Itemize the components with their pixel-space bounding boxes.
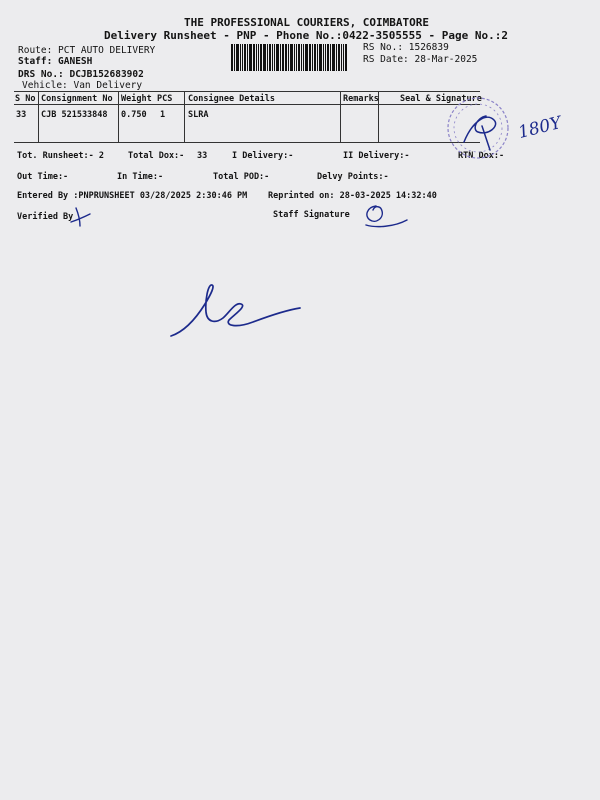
barcode-bar xyxy=(317,44,318,71)
column-header-remarks: Remarks xyxy=(343,94,379,104)
staff-field: Staff: GANESH xyxy=(18,56,93,67)
barcode-bar xyxy=(341,44,342,71)
barcode-bar xyxy=(253,44,255,71)
column-header-pcs: PCS xyxy=(157,94,173,104)
barcode-bar xyxy=(323,44,324,71)
column-header-sno: S No xyxy=(15,94,36,104)
barcode-bar xyxy=(325,44,326,71)
cell-weight: 0.750 xyxy=(121,110,147,120)
signature-scribble xyxy=(165,280,305,342)
barcode-bar xyxy=(236,44,239,71)
barcode-bar xyxy=(336,44,337,71)
table-rule-bottom xyxy=(14,142,480,143)
barcode xyxy=(231,44,359,71)
barcode-bar xyxy=(345,44,347,71)
column-header-consignment: Consignment No xyxy=(41,94,113,104)
table-divider xyxy=(184,91,185,143)
barcode-bar xyxy=(256,44,257,71)
barcode-bar xyxy=(298,44,300,71)
barcode-bar xyxy=(305,44,308,71)
rtn-dox: RTN Dox:- xyxy=(458,151,505,161)
cell-consignee: SLRA xyxy=(188,110,209,120)
document-title: Delivery Runsheet - PNP - Phone No.:0422-3505555 - Page No.:2 xyxy=(104,29,508,42)
total-dox-value: 33 xyxy=(197,151,208,161)
barcode-bar xyxy=(240,44,241,71)
barcode-bar xyxy=(231,44,233,71)
barcode-bar xyxy=(296,44,297,71)
tot-runsheet: Tot. Runsheet:- 2 xyxy=(17,151,104,161)
out-time: Out Time:- xyxy=(17,172,69,182)
barcode-bar xyxy=(249,44,252,71)
drs-number: DRS No.: DCJB152683902 xyxy=(18,69,144,80)
cell-sno: 33 xyxy=(16,110,27,120)
in-time: In Time:- xyxy=(117,172,164,182)
table-rule-top xyxy=(14,91,480,92)
barcode-bar xyxy=(274,44,275,71)
vehicle-field: Vehicle: Van Delivery xyxy=(22,80,143,91)
barcode-bar xyxy=(314,44,316,71)
barcode-bar xyxy=(309,44,311,71)
column-header-seal: Seal & Signature xyxy=(400,94,482,104)
rs-date: RS Date: 28-Mar-2025 xyxy=(363,54,478,65)
barcode-bar xyxy=(276,44,279,71)
barcode-bar xyxy=(234,44,235,71)
table-divider xyxy=(38,91,39,143)
seal-stamp xyxy=(442,92,514,164)
barcode-bar xyxy=(319,44,322,71)
barcode-bar xyxy=(282,44,284,71)
barcode-bar xyxy=(242,44,243,71)
rs-number: RS No.: 1526839 xyxy=(363,42,449,53)
barcode-bar xyxy=(343,44,344,71)
barcode-bar xyxy=(267,44,268,71)
barcode-bar xyxy=(263,44,266,71)
column-header-weight: Weight xyxy=(121,94,152,104)
barcode-bar xyxy=(301,44,302,71)
table-divider xyxy=(340,91,341,143)
barcode-bar xyxy=(285,44,287,71)
barcode-bar xyxy=(288,44,289,71)
barcode-bar xyxy=(258,44,259,71)
ii-delivery: II Delivery:- xyxy=(343,151,410,161)
table-divider xyxy=(118,91,119,143)
barcode-bar xyxy=(294,44,295,71)
total-dox-label: Total Dox:- xyxy=(128,151,185,161)
verified-signature-mark xyxy=(68,205,98,229)
barcode-bar xyxy=(269,44,271,71)
staff-signature-mark xyxy=(360,200,410,230)
barcode-bar xyxy=(303,44,304,71)
barcode-bar xyxy=(332,44,335,71)
route-field: Route: PCT AUTO DELIVERY xyxy=(18,45,156,56)
barcode-bar xyxy=(312,44,313,71)
barcode-bar xyxy=(327,44,329,71)
i-delivery: I Delivery:- xyxy=(232,151,294,161)
barcode-bar xyxy=(330,44,331,71)
reprinted-on: Reprinted on: 28-03-2025 14:32:40 xyxy=(268,191,437,201)
verified-by-label: Verified By xyxy=(17,212,74,222)
handwritten-note: 180Y xyxy=(516,113,564,143)
table-rule-header xyxy=(14,104,480,105)
barcode-bar xyxy=(290,44,293,71)
staff-signature-label: Staff Signature xyxy=(273,210,350,220)
barcode-bar xyxy=(338,44,340,71)
barcode-bar xyxy=(272,44,273,71)
barcode-bar xyxy=(244,44,246,71)
total-pod: Total POD:- xyxy=(213,172,270,182)
company-name: THE PROFESSIONAL COURIERS, COIMBATORE xyxy=(184,16,430,29)
entered-by: Entered By :PNPRUNSHEET 03/28/2025 2:30:46 PM xyxy=(17,191,248,201)
cell-pcs: 1 xyxy=(160,110,166,120)
delvy-points: Delvy Points:- xyxy=(317,172,389,182)
column-header-consignee: Consignee Details xyxy=(188,94,275,104)
cell-consignment: CJB 521533848 xyxy=(41,110,108,120)
barcode-bar xyxy=(260,44,262,71)
barcode-bar xyxy=(247,44,248,71)
barcode-bar xyxy=(280,44,281,71)
